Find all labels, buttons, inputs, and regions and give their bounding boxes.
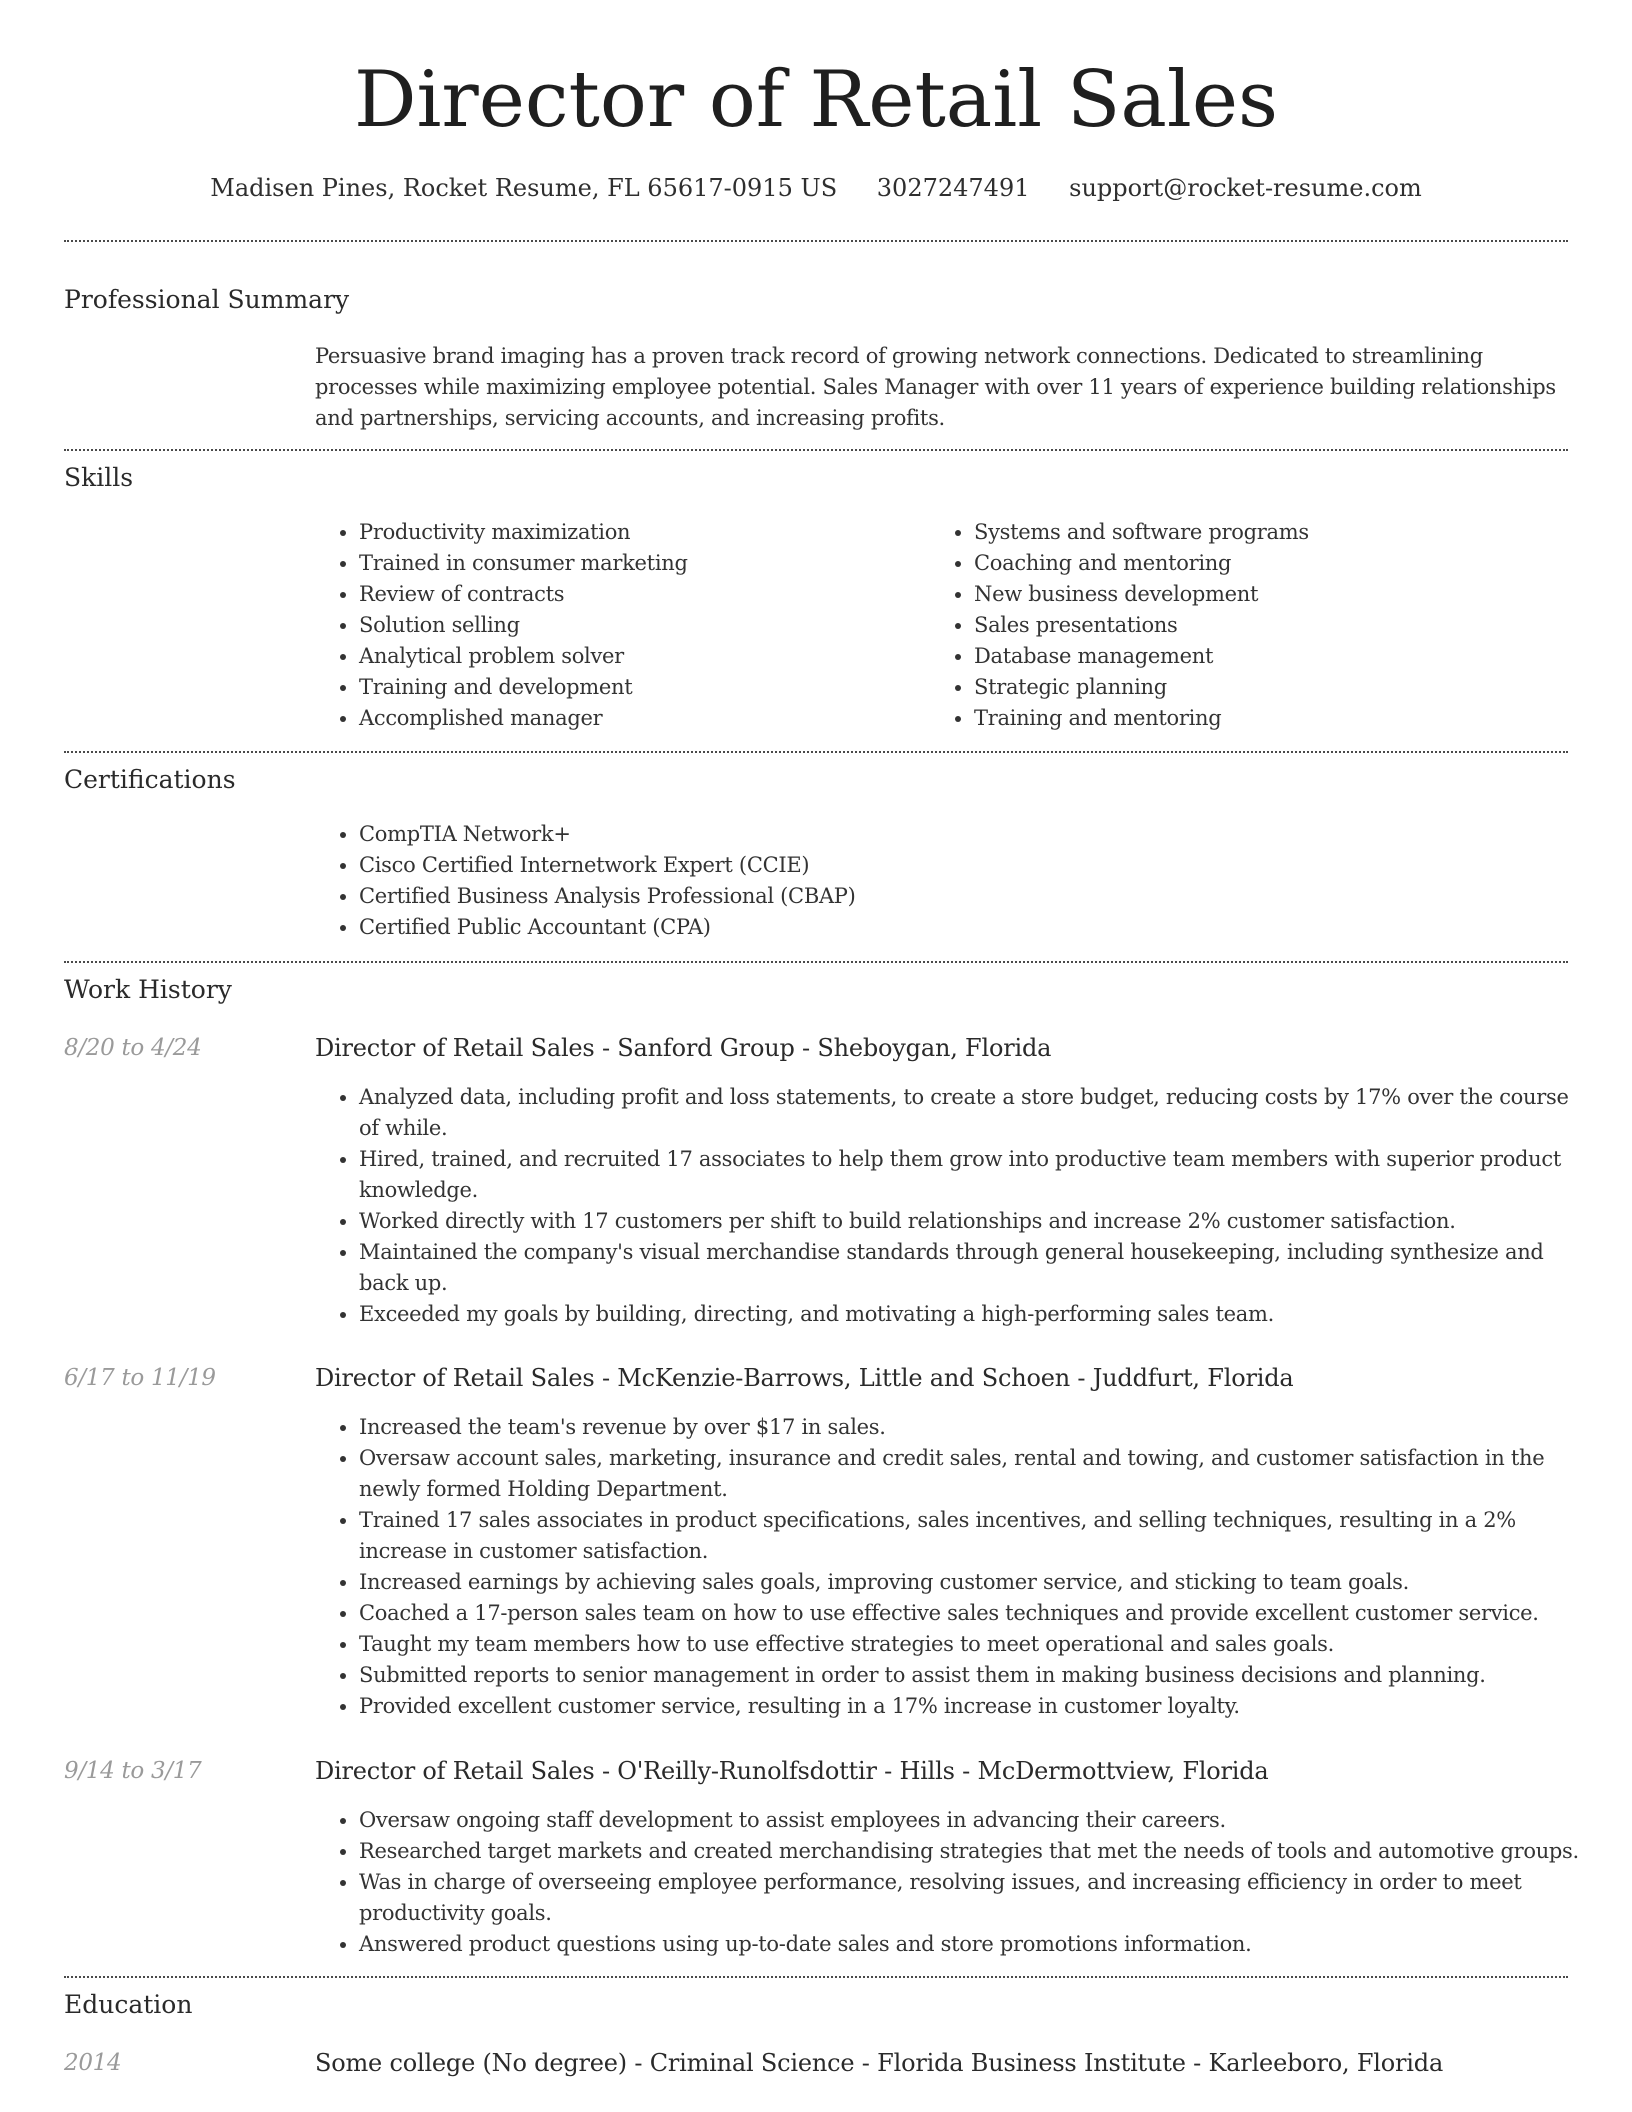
list-item: • Oversaw account sales, marketing, insurance and credit sales, rental and towing, and customer satisfaction in the newly formed Holding Department. (359, 1443, 1589, 1505)
list-item: • Analytical problem solver (359, 641, 919, 672)
contact-line (0, 170, 1632, 206)
list-item: • Submitted reports to senior management in order to assist them in making business decisions and planning. (359, 1660, 1589, 1691)
job-dates: 8/20 to 4/24 (64, 1035, 202, 1061)
list-item: • Analyzed data, including profit and loss statements, to create a store budget, reducing costs by 17% over the course of while. (359, 1082, 1589, 1144)
contact-email: support@rocket-resume.com (1069, 174, 1422, 202)
list-item: • Training and mentoring (974, 703, 1574, 734)
section-divider (64, 240, 1568, 242)
list-item: • Increased the team's revenue by over $17 in sales. (359, 1412, 1589, 1443)
section-divider (64, 961, 1568, 963)
list-item: • Database management (974, 641, 1574, 672)
summary-heading: Professional Summary (64, 285, 350, 314)
list-item: • Solution selling (359, 610, 919, 641)
skills-heading: Skills (64, 463, 134, 492)
list-item: • Maintained the company's visual merchandise standards through general housekeeping, including synthesize and back up. (359, 1237, 1589, 1299)
job-heading: Director of Retail Sales - McKenzie-Barrows, Little and Schoen - Juddfurt, Florida (315, 1364, 1294, 1392)
job-bullets (315, 1412, 1589, 1722)
list-item: • Oversaw ongoing staff development to assist employees in advancing their careers. (359, 1805, 1589, 1836)
job-dates: 6/17 to 11/19 (64, 1365, 216, 1391)
resume-name: Director of Retail Sales (353, 55, 1279, 145)
summary-text: Persuasive brand imaging has a proven track record of growing network connections. Dedicated to streamlining processes while maximizing employee potential. Sales Manager with over 11 years of experience building relationships and partnerships, servicing accounts, and increasing profits. (315, 344, 1556, 430)
list-item: • Exceeded my goals by building, directing, and motivating a high-performing sales team. (359, 1299, 1589, 1330)
work-history-heading: Work History (64, 975, 232, 1004)
list-item: • Certified Business Analysis Professional (CBAP) (359, 881, 1559, 912)
list-item: • Cisco Certified Internetwork Expert (CCIE) (359, 850, 1559, 881)
list-item: • Was in charge of overseeing employee performance, resolving issues, and increasing efficiency in order to meet productivity goals. (359, 1867, 1589, 1929)
list-item: • Increased earnings by achieving sales goals, improving customer service, and sticking to team goals. (359, 1567, 1589, 1598)
list-item: • Sales presentations (974, 610, 1574, 641)
list-item: • Taught my team members how to use effective strategies to meet operational and sales goals. (359, 1629, 1589, 1660)
education-heading: Education (64, 1990, 193, 2019)
list-item: • Systems and software programs (974, 517, 1574, 548)
list-item: • Certified Public Accountant (CPA) (359, 912, 1559, 943)
list-item: • CompTIA Network+ (359, 819, 1559, 850)
education-heading-line: Some college (No degree) - Criminal Science - Florida Business Institute - Karleeboro, Florida (315, 2049, 1444, 2077)
certifications-list (315, 819, 1559, 943)
section-divider (64, 751, 1568, 753)
list-item: • Productivity maximization (359, 517, 919, 548)
education-year: 2014 (64, 2050, 122, 2076)
list-item: • Training and development (359, 672, 919, 703)
job-heading: Director of Retail Sales - O'Reilly-Runolfsdottir - Hills - McDermottview, Florida (315, 1757, 1269, 1785)
job-bullets (315, 1805, 1589, 1960)
contact-phone: 3027247491 (876, 174, 1030, 202)
list-item: • Provided excellent customer service, resulting in a 17% increase in customer loyalty. (359, 1691, 1589, 1722)
list-item: • Trained in consumer marketing (359, 548, 919, 579)
contact-address: Madisen Pines, Rocket Resume, FL 65617-0915 US (210, 174, 838, 202)
list-item: • New business development (974, 579, 1574, 610)
list-item: • Answered product questions using up-to-date sales and store promotions information. (359, 1929, 1589, 1960)
section-divider (64, 449, 1568, 451)
list-item: • Hired, trained, and recruited 17 associates to help them grow into productive team members with superior product knowledge. (359, 1144, 1589, 1206)
section-divider (64, 1976, 1568, 1978)
list-item: • Accomplished manager (359, 703, 919, 734)
list-item: • Researched target markets and created merchandising strategies that met the needs of tools and automotive groups. (359, 1836, 1589, 1867)
skills-list-left (315, 517, 919, 734)
list-item: • Review of contracts (359, 579, 919, 610)
list-item: • Coaching and mentoring (974, 548, 1574, 579)
job-dates: 9/14 to 3/17 (64, 1758, 202, 1784)
certifications-heading: Certifications (64, 765, 236, 794)
list-item: • Strategic planning (974, 672, 1574, 703)
list-item: • Coached a 17-person sales team on how to use effective sales techniques and provide excellent customer service. (359, 1598, 1589, 1629)
job-heading: Director of Retail Sales - Sanford Group - Sheboygan, Florida (315, 1034, 1052, 1062)
job-bullets (315, 1082, 1589, 1330)
list-item: • Trained 17 sales associates in product specifications, sales incentives, and selling techniques, resulting in a 2% increase in customer satisfaction. (359, 1505, 1589, 1567)
list-item: • Worked directly with 17 customers per shift to build relationships and increase 2% customer satisfaction. (359, 1206, 1589, 1237)
skills-list-right (930, 517, 1574, 734)
